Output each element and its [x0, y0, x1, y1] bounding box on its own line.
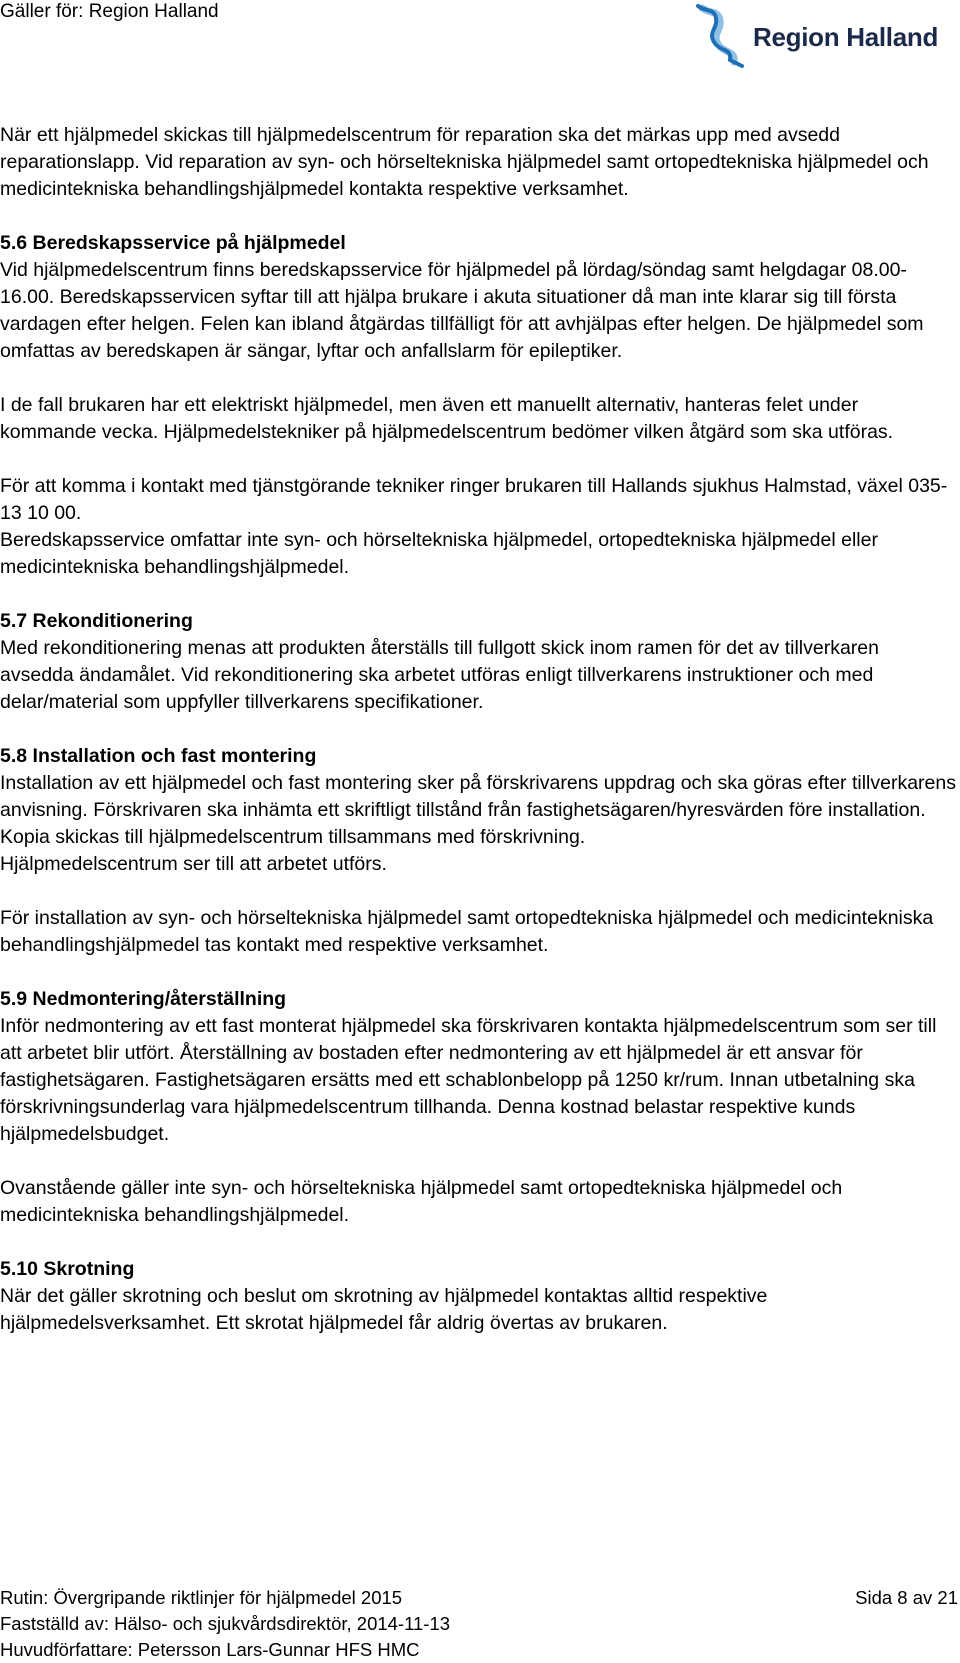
section-5-6-paragraph-1: Vid hjälpmedelscentrum finns beredskapsservice för hjälpmedel på lördag/söndag samt helgdagar 08.00-16.00. Beredskapsservicen syftar till att hjälpa brukare i akuta situationer då man inte klarar sig till första vardagen efter helgen. Felen kan ibland åtgärdas tillfälligt för att avhjälpas efter helgen. De hjälpmedel som omfattas av beredskapen är sängar, lyftar och anfallslarm för epileptiker. — [0, 259, 924, 362]
intro-paragraph: När ett hjälpmedel skickas till hjälpmedelscentrum för reparation ska det märkas upp med avsedd reparationslapp. Vid reparation av syn- och hörseltekniska hjälpmedel samt ortopedtekniska hjälpmedel och medicintekniska behandlingshjälpmedel kontakta respektive verksamhet. — [0, 124, 929, 200]
section-5-9-paragraph-2: Ovanstående gäller inte syn- och hörseltekniska hjälpmedel samt ortopedtekniska hjälpmedel och medicintekniska behandlingshjälpmedel. — [0, 1177, 843, 1226]
section-5-6-paragraph-2: I de fall brukaren har ett elektriskt hjälpmedel, men även ett manuellt alternativ, hanteras felet under kommande vecka. Hjälpmedelstekniker på hjälpmedelscentrum bedömer vilken åtgärd som ska utföras. — [0, 394, 894, 443]
section-5-6-paragraph-3: För att komma i kontakt med tjänstgörande tekniker ringer brukaren till Hallands sjukhus Halmstad, växel 035-13 10 00. — [0, 475, 948, 524]
section-5-8-paragraph-1: Installation av ett hjälpmedel och fast montering sker på förskrivarens uppdrag och ska göras efter tillverkarens anvisning. Förskrivaren ska inhämta ett skriftligt tillstånd från fastighetsägaren/hyresvärden före installation. Kopia skickas till hjälpmedelscentrum tillsammans med förskrivning. — [0, 772, 956, 848]
section-5-10-paragraph-1: När det gäller skrotning och beslut om skrotning av hjälpmedel kontaktas alltid respektive hjälpmedelsverksamhet. Ett skrotat hjälpmedel får aldrig övertas av brukaren. — [0, 1285, 768, 1334]
section-heading-5-7: 5.7 Rekonditionering — [0, 610, 193, 632]
logo-text: Region Halland — [753, 22, 939, 52]
section-5-8-paragraph-3: För installation av syn- och hörseltekniska hjälpmedel samt ortopedtekniska hjälpmedel och medicintekniska behandlingshjälpmedel tas kontakt med respektive verksamhet. — [0, 907, 934, 956]
page-footer — [0, 1585, 958, 1663]
section-heading-5-8: 5.8 Installation och fast montering — [0, 745, 317, 767]
section-5-6-paragraph-4: Beredskapsservice omfattar inte syn- och hörseltekniska hjälpmedel, ortopedtekniska hjälpmedel eller medicintekniska behandlingshjälpmedel. — [0, 529, 878, 578]
footer-routine: Rutin: Övergripande riktlinjer för hjälpmedel 2015 — [0, 1587, 403, 1608]
region-halland-logo — [690, 0, 960, 72]
section-heading-5-10: 5.10 Skrotning — [0, 1258, 135, 1280]
footer-page-number: Sida 8 av 21 — [855, 1587, 958, 1608]
document-body — [0, 122, 958, 1364]
section-5-9-paragraph-1: Inför nedmontering av ett fast monterat hjälpmedel ska förskrivaren kontakta hjälpmedelscentrum som ser till att arbetet blir utfört. Återställning av bostaden efter nedmontering av ett hjälpmedel är ett ansvar för fastighetsägaren. Fastighetsägaren ersätts med ett schablonbelopp på 1250 kr/rum. Innan utbetalning ska förskrivningsunderlag vara hjälpmedelscentrum tillhanda. Denna kostnad belastar respektive kunds hjälpmedelsbudget. — [0, 1015, 937, 1145]
region-halland-emblem-icon — [690, 0, 760, 72]
section-5-8-paragraph-2: Hjälpmedelscentrum ser till att arbetet utförs. — [0, 853, 387, 875]
footer-author: Huvudförfattare: Petersson Lars-Gunnar HFS HMC — [0, 1639, 420, 1660]
footer-established: Fastställd av: Hälso- och sjukvårdsdirektör, 2014-11-13 — [0, 1613, 451, 1634]
section-5-7-paragraph-1: Med rekonditionering menas att produkten återställs till fullgott skick inom ramen för det av tillverkaren avsedda ändamålet. Vid rekonditionering ska arbetet utföras enligt tillverkarens instruktioner och med delar/material som uppfyller tillverkarens specifikationer. — [0, 637, 879, 713]
header-applies-to: Gäller för: Region Halland — [0, 1, 219, 22]
section-heading-5-6: 5.6 Beredskapsservice på hjälpmedel — [0, 232, 346, 254]
section-heading-5-9: 5.9 Nedmontering/återställning — [0, 988, 287, 1010]
